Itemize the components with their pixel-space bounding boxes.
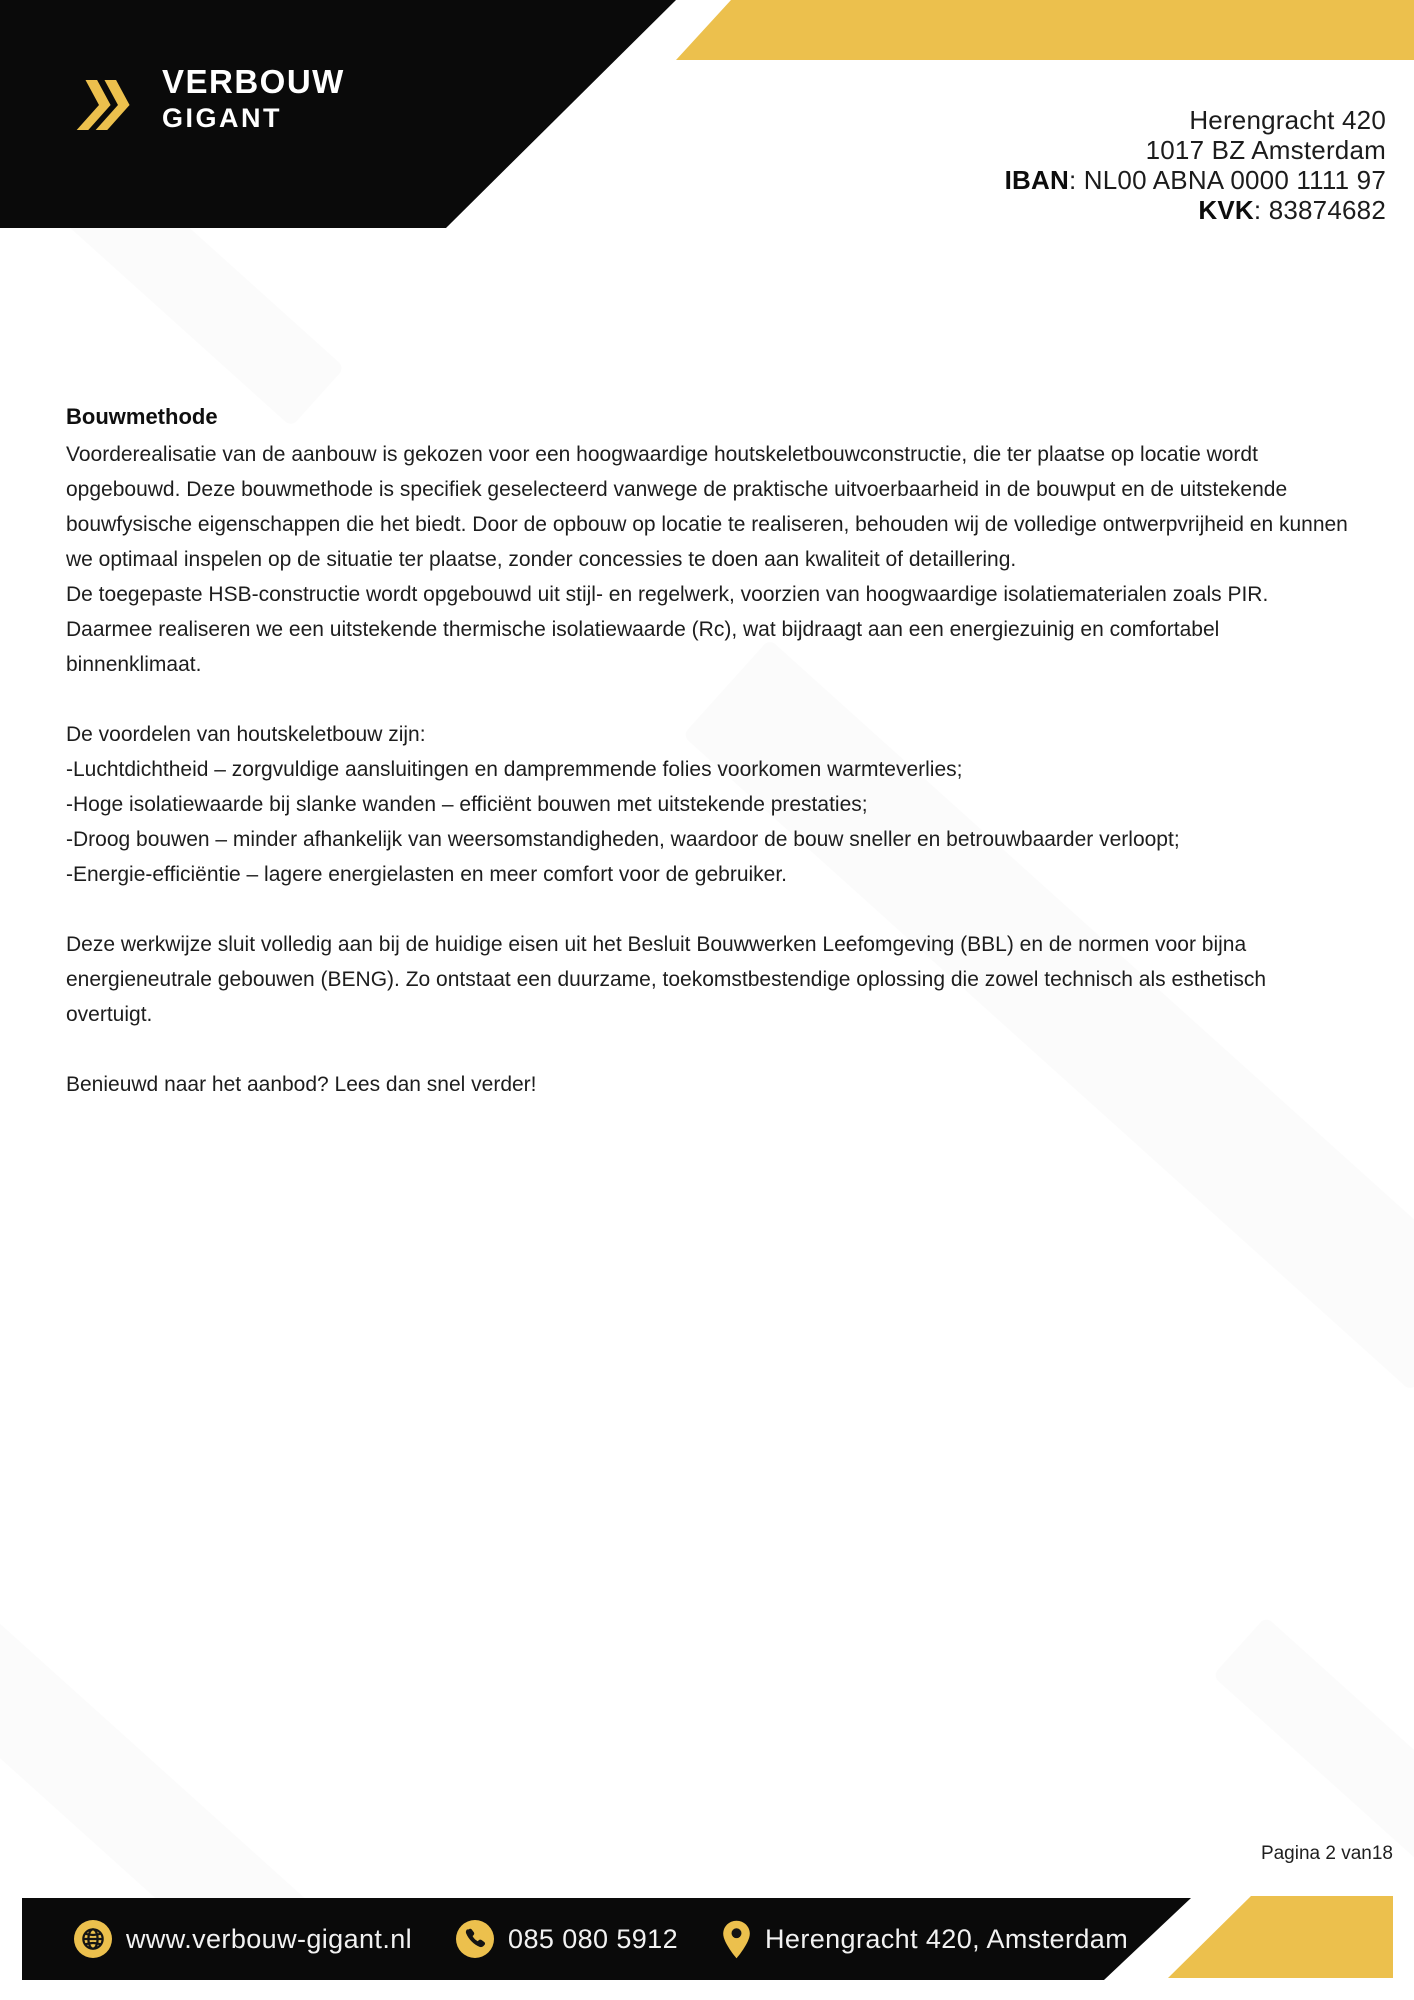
phone-icon [456,1920,494,1958]
company-logo [76,62,345,144]
logo-wordmark [162,62,345,134]
document-body [66,404,1356,1102]
location-pin-icon [722,1920,751,1959]
footer-phone-text: 085 080 5912 [508,1923,679,1954]
list-item: -Energie-efficiëntie – lagere energielasten en meer comfort voor de gebruiker. [66,863,788,886]
list-item: -Droog bouwen – minder afhankelijk van weersomstandigheden, waardoor de bouw sneller en betrouwbaarder verloopt; [66,828,1180,851]
globe-icon [74,1920,112,1958]
paragraph-1: Voorderealisatie van de aanbouw is gekozen voor een hoogwaardige houtskeletbouwconstructie, die ter plaatse op locatie wordt opgebouwd. Deze bouwmethode is specifiek geselecteerd vanwege de praktische uitvoerbaarheid in de bouwput en de uitstekende bouwfysische eigenschappen die het biedt. Door de opbouw op locatie te realiseren, behouden wij de volledige ontwerpvrijheid en kunnen we optimaal inspelen op de situatie ter plaatse, zonder concessies te doen aan kwaliteit of detaillering. [66,443,1348,571]
footer-website-text: www.verbouw-gigant.nl [126,1923,413,1954]
logo-line1: VERBOUW [162,63,345,100]
section-heading: Bouwmethode [66,404,218,429]
list-intro: De voordelen van houtskeletbouw zijn: [66,723,426,746]
iban-line [1005,165,1386,195]
iban-value: : NL00 ABNA 0000 1111 97 [1068,165,1386,195]
address-city: 1017 BZ Amsterdam [1145,135,1386,165]
footer-address [722,1920,1128,1959]
advantages-list [66,717,1356,892]
paragraph-3: Deze werkwijze sluit volledig aan bij de huidige eisen uit het Besluit Bouwwerken Leefomgeving (BBL) en de normen voor bijna energieneutrale gebouwen (BENG). Zo ontstaat een duurzame, toekomstbestendige oplossing die zowel technisch als esthetisch overtuigt. [66,933,1267,1026]
footer-website [74,1920,412,1958]
letterhead-footer [0,1896,1414,1980]
kvk-label: KVK [1198,195,1254,225]
address-street: Herengracht 420 [1189,105,1386,135]
footer-contact-row [74,1898,1172,1980]
company-address-block [1005,105,1386,225]
page-indicator: Pagina 2 van18 [1260,1843,1393,1864]
list-item: -Luchtdichtheid – zorgvuldige aansluitingen en dampremmende folies voorkomen warmteverlies; [66,758,963,781]
kvk-value: : 83874682 [1253,195,1386,225]
iban-label: IBAN [1004,165,1069,195]
letterhead-header [0,0,1414,230]
logo-line2: GIGANT [162,103,282,133]
footer-address-text: Herengracht 420, Amsterdam [765,1923,1129,1954]
paragraph-2: De toegepaste HSB-constructie wordt opgebouwd uit stijl- en regelwerk, voorzien van hoogwaardige isolatiematerialen zoals PIR. Daarmee realiseren we een uitstekende thermische isolatiewaarde (Rc), wat bijdraagt aan een energiezuinig en comfortabel binnenklimaat. [66,583,1269,676]
footer-phone [456,1920,678,1958]
kvk-line [1005,195,1386,225]
double-chevron-icon [76,66,134,144]
list-item: -Hoge isolatiewaarde bij slanke wanden – efficiënt bouwen met uitstekende prestaties; [66,793,868,816]
closing-line: Benieuwd naar het aanbod? Lees dan snel verder! [66,1073,537,1096]
